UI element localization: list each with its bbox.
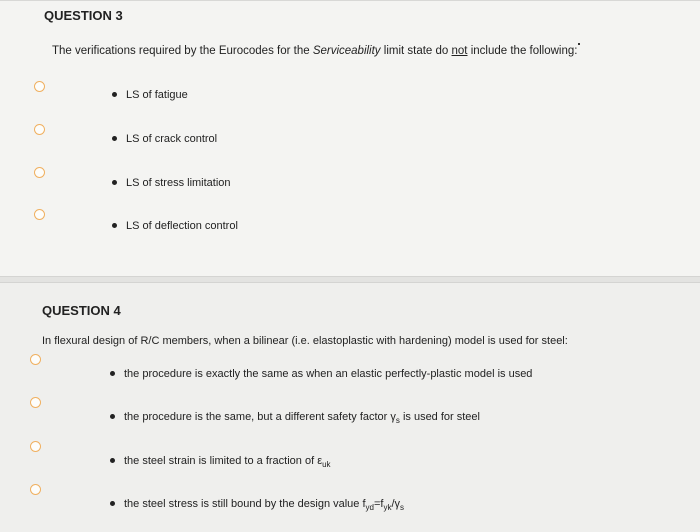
- stem-text-2: limit state do: [380, 45, 452, 57]
- q4-option-2-tail: is used for steel: [399, 411, 480, 423]
- bullet-icon: [112, 223, 117, 228]
- q4-option-3-subscript: uk: [322, 460, 331, 470]
- bullet-icon: [110, 371, 115, 376]
- q3-option-3-label: LS of stress limitation: [126, 177, 231, 189]
- q3-option-1[interactable]: [112, 89, 188, 101]
- q4-option-4[interactable]: [110, 498, 404, 512]
- q4-option-4-sub-2: yk: [383, 503, 392, 513]
- q4-option-1-radio[interactable]: [30, 354, 41, 365]
- bullet-icon: [110, 501, 115, 506]
- q4-option-4-sub-3: s: [400, 503, 405, 513]
- q4-option-3-label: the steel strain is limited to a fraction of ε: [124, 455, 323, 467]
- bullet-icon: [112, 180, 117, 185]
- q4-option-4-radio[interactable]: [30, 484, 41, 495]
- q3-option-2-radio[interactable]: [34, 124, 45, 135]
- q4-option-2-label: the procedure is the same, but a different safety factor γ: [124, 411, 396, 423]
- q4-option-4-mid-2: /γ: [391, 498, 401, 510]
- q3-option-1-label: LS of fatigue: [126, 89, 188, 101]
- q3-option-1-radio[interactable]: [34, 81, 45, 92]
- question-4-stem: In flexural design of R/C members, when a bilinear (i.e. elastoplastic with hardening) model is used for steel:: [42, 335, 568, 347]
- q3-option-4-label: LS of deflection control: [126, 220, 238, 232]
- bullet-icon: [110, 458, 115, 463]
- q3-option-3[interactable]: [112, 177, 231, 189]
- question-4-title: QUESTION 4: [42, 303, 121, 318]
- bullet-icon: [112, 136, 117, 141]
- question-4-panel: [0, 283, 700, 532]
- q4-option-4-sub-1: yd: [365, 503, 374, 513]
- q4-option-1[interactable]: [110, 368, 532, 380]
- stem-italic: Serviceability: [312, 45, 381, 57]
- bullet-icon: [110, 414, 115, 419]
- question-3-stem: [52, 45, 577, 57]
- stem-text-3: include the following:: [467, 45, 578, 57]
- q4-option-2-radio[interactable]: [30, 397, 41, 408]
- q3-option-2-label: LS of crack control: [126, 133, 218, 145]
- question-separator: [0, 276, 700, 283]
- q4-option-4-label: the steel stress is still bound by the design value f: [124, 498, 366, 510]
- q4-option-2-subscript: s: [395, 416, 400, 426]
- bullet-icon: [112, 92, 117, 97]
- q4-option-1-label: the procedure is exactly the same as when an elastic perfectly-plastic model is used: [124, 368, 533, 380]
- q3-option-2[interactable]: [112, 133, 217, 145]
- question-3-title: QUESTION 3: [44, 8, 123, 23]
- stem-underline: not: [451, 45, 468, 57]
- q3-option-4[interactable]: [112, 220, 238, 232]
- q3-option-4-radio[interactable]: [34, 209, 45, 220]
- q4-option-2[interactable]: [110, 411, 480, 425]
- q4-option-3[interactable]: [110, 455, 331, 469]
- stem-text-1: The verifications required by the Eurocodes for the: [52, 45, 313, 57]
- q4-option-4-mid: =f: [373, 498, 384, 510]
- q3-option-3-radio[interactable]: [34, 167, 45, 178]
- tick-mark: [578, 43, 580, 45]
- q4-option-3-radio[interactable]: [30, 441, 41, 452]
